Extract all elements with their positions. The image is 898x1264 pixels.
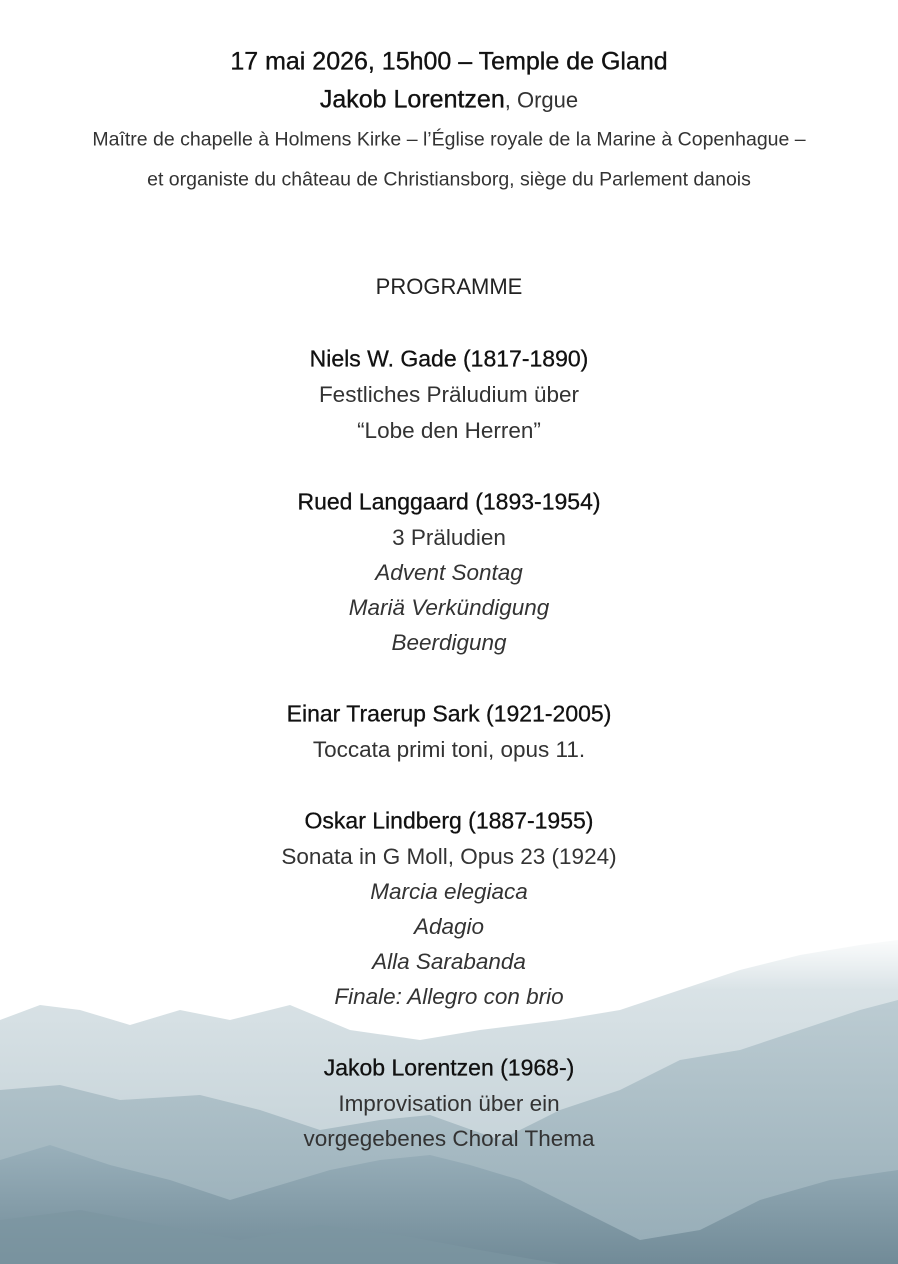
piece-title: Toccata primi toni, opus 11. xyxy=(312,736,586,762)
performer-description-line1: Maître de chapelle à Holmens Kirke – l’Église royale de la Marine à Copenhague – xyxy=(92,128,806,151)
concert-date-place: 17 mai 2026, 15h00 – Temple de Gland xyxy=(230,47,668,76)
movement-title: Mariä Verkündigung xyxy=(348,594,550,620)
performer-line xyxy=(0,85,898,114)
composer-name: Niels W. Gade (1817-1890) xyxy=(309,345,589,372)
piece-title: vorgegebenes Choral Thema xyxy=(303,1125,595,1151)
performer-description-line2: et organiste du château de Christiansborg, siège du Parlement danois xyxy=(147,168,751,191)
composer-name: Einar Traerup Sark (1921-2005) xyxy=(286,700,612,727)
movement-title: Advent Sontag xyxy=(375,559,523,585)
piece-title: Sonata in G Moll, Opus 23 (1924) xyxy=(281,843,617,869)
piece-title: 3 Präludien xyxy=(392,524,506,550)
piece-title: Improvisation über ein xyxy=(338,1090,560,1116)
piece-title: “Lobe den Herren” xyxy=(357,417,541,443)
movement-title: Adagio xyxy=(413,913,485,939)
composer-name: Rued Langgaard (1893-1954) xyxy=(297,488,601,515)
movement-title: Finale: Allegro con brio xyxy=(334,983,564,1009)
movement-title: Marcia elegiaca xyxy=(370,878,528,904)
performer-instrument: , Orgue xyxy=(504,87,579,113)
piece-title: Festliches Präludium über xyxy=(318,381,580,407)
movement-title: Alla Sarabanda xyxy=(372,948,526,974)
movement-title: Beerdigung xyxy=(391,629,507,655)
programme-heading: PROGRAMME xyxy=(375,274,523,299)
composer-name: Oskar Lindberg (1887-1955) xyxy=(304,807,594,834)
composer-name: Jakob Lorentzen (1968-) xyxy=(323,1054,575,1081)
performer-name: Jakob Lorentzen xyxy=(319,85,505,114)
